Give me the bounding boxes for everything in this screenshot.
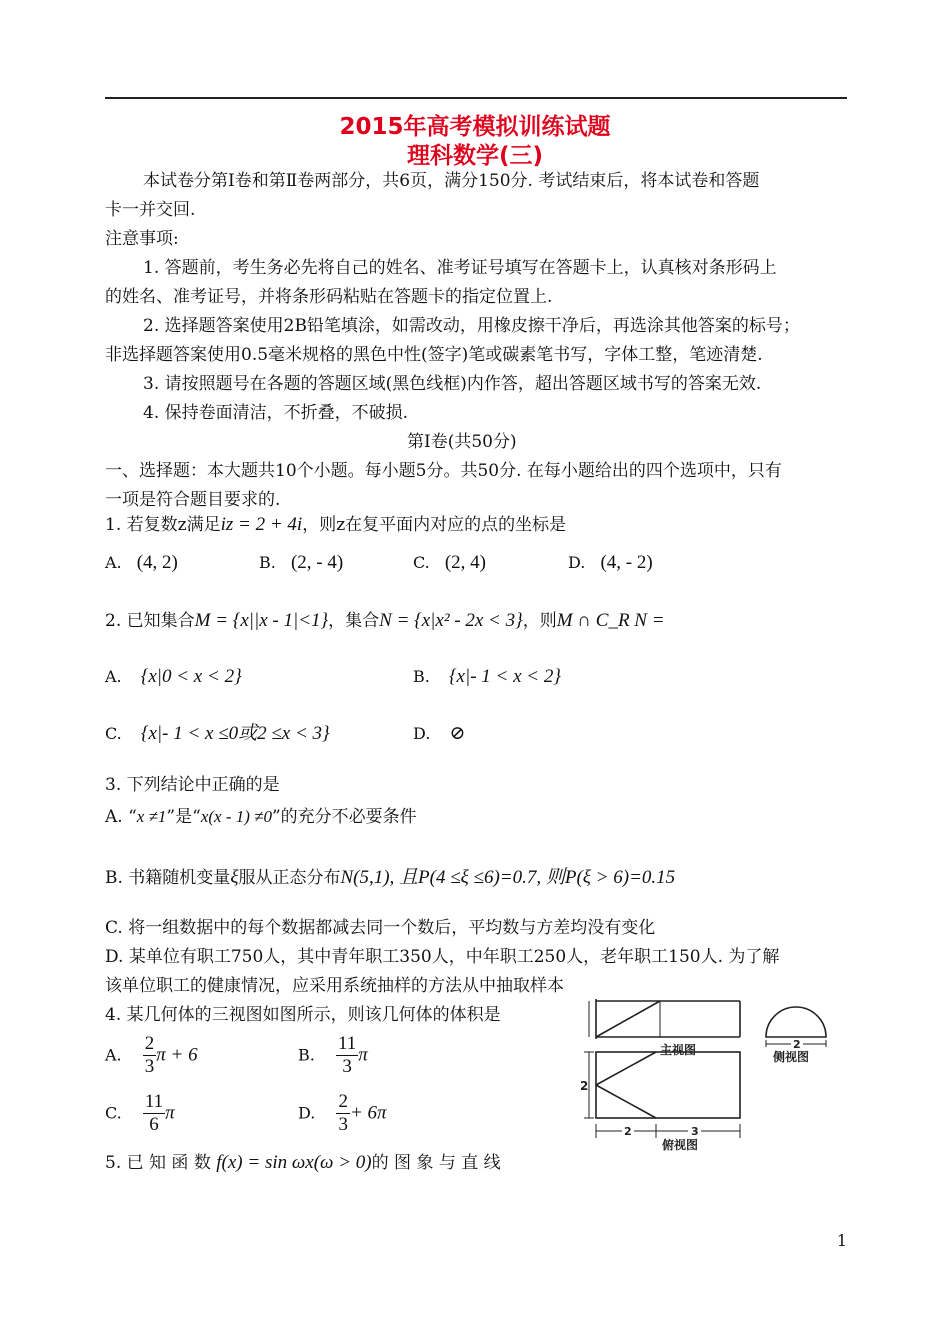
- exam-title: 2015年高考模拟训练试题: [339, 114, 611, 140]
- dim-top-height: 2: [580, 1079, 589, 1093]
- q1-formula: iz = 2 + 4i: [220, 514, 303, 535]
- q4-option-d: D. $\frac{2}{3}$ + 6π: [298, 1091, 387, 1135]
- q3-option-d: D. 某单位有职工750人，其中青年职工350人，中年职工250人，老年职工150人. 为了解: [105, 947, 780, 967]
- page-number: 1: [836, 1231, 847, 1250]
- question-1-stem: 1. 若复数z满足iz = 2 + 4i，则z在复平面内对应的点的坐标是: [105, 514, 567, 535]
- q4-option-b: B. $\frac{11}{3}$ π: [298, 1033, 368, 1077]
- notes-label: 注意事项:: [105, 229, 179, 249]
- dim-bottom-right: 3: [691, 1125, 699, 1138]
- intro-line: 本试卷分第Ⅰ卷和第Ⅱ卷两部分，共6页，满分150分. 考试结束后，将本试卷和答题: [143, 171, 760, 191]
- q4-option-a: A. $\frac{2}{3}$ π + 6: [105, 1033, 198, 1077]
- note-item: 4. 保持卷面清洁，不折叠，不破损.: [143, 403, 409, 423]
- note-item: 的姓名、准考证号，并将条形码粘贴在答题卡的指定位置上.: [105, 287, 553, 307]
- q2-option-a: A. {x|0 < x < 2}: [105, 666, 242, 687]
- q2-option-c: C. {x|- 1 < x ≤0或2 ≤x < 3}: [105, 723, 330, 744]
- section-instructions: 一、选择题：本大题共10个小题。每小题5分。共50分. 在每小题给出的四个选项中，只有: [105, 461, 782, 481]
- dim-bottom-left: 2: [624, 1125, 632, 1138]
- q2-set-m: M = {x||x - 1|<1}: [194, 610, 329, 631]
- q2-target: M ∩ C_R N =: [556, 610, 665, 631]
- note-item: 2. 选择题答案使用2B铅笔填涂，如需改动，用橡皮擦干净后，再选涂其他答案的标号；: [143, 316, 800, 336]
- q2-set-n: N = {x|x² - 2x < 3}: [379, 610, 523, 631]
- section-heading: 第Ⅰ卷(共50分): [407, 432, 517, 452]
- q3-option-b: B. 书籍随机变量ξ服从正态分布N(5,1), 且P(4 ≤ξ ≤6)=0.7, 则P(ξ > 6)=0.15: [105, 867, 676, 888]
- q1-option-c: C. (2, 4): [413, 552, 487, 573]
- note-item: 非选择题答案使用0.5毫米规格的黑色中性(签字)笔或碳素笔书写，字体工整，笔迹清楚.: [105, 345, 763, 365]
- q1-option-b: B. (2, - 4): [259, 552, 344, 573]
- intro-line: 卡一并交回.: [105, 200, 196, 220]
- three-view-figure: [570, 994, 840, 1154]
- q1-option-a: A. (4, 2): [105, 552, 178, 573]
- exam-subtitle: 理科数学(三): [406, 143, 544, 169]
- question-2-stem: 2. 已知集合M = {x||x - 1|<1}，集合N = {x|x² - 2x < 3}，则M ∩ C_R N =: [105, 610, 665, 631]
- q1-option-d: D. (4, - 2): [568, 552, 653, 573]
- q2-option-b: B. {x|- 1 < x < 2}: [413, 666, 561, 687]
- side-view-label: 侧视图: [773, 1050, 810, 1064]
- question-4-stem: 4. 某几何体的三视图如图所示，则该几何体的体积是: [105, 1005, 501, 1025]
- q4-option-c: C. $\frac{11}{6}$ π: [105, 1091, 175, 1135]
- top-view: [584, 1052, 740, 1138]
- note-item: 1. 答题前，考生务必先将自己的姓名、准考证号填写在答题卡上，认真核对条形码上: [143, 258, 777, 278]
- top-view-label: 俯视图: [662, 1138, 699, 1152]
- front-view-label: 主视图: [660, 1043, 697, 1057]
- front-view: [589, 999, 740, 1039]
- q2-option-d: D. ⊘: [413, 723, 466, 744]
- q3-option-a: A. “x ≠1”是“x(x - 1) ≠0”的充分不必要条件: [105, 807, 417, 827]
- note-item: 3. 请按照题号在各题的答题区域(黑色线框)内作答，超出答题区域书写的答案无效.: [143, 374, 762, 394]
- q3-option-d-cont: 该单位职工的健康情况，应采用系统抽样的方法从中抽取样本: [105, 976, 564, 996]
- q5-formula: f(x) = sin ωx(ω > 0): [216, 1152, 372, 1173]
- dim-side-width: 2: [793, 1038, 801, 1051]
- question-3-stem: 3. 下列结论中正确的是: [105, 775, 280, 795]
- q3-option-c: C. 将一组数据中的每个数据都减去同一个数后，平均数与方差均没有变化: [105, 918, 656, 938]
- section-instructions: 一项是符合题目要求的.: [105, 490, 281, 510]
- header-rule: [105, 97, 847, 99]
- question-5-stem: 5. 已 知 函 数 f(x) = sin ωx(ω > 0)的 图 象 与 直 线: [105, 1152, 501, 1173]
